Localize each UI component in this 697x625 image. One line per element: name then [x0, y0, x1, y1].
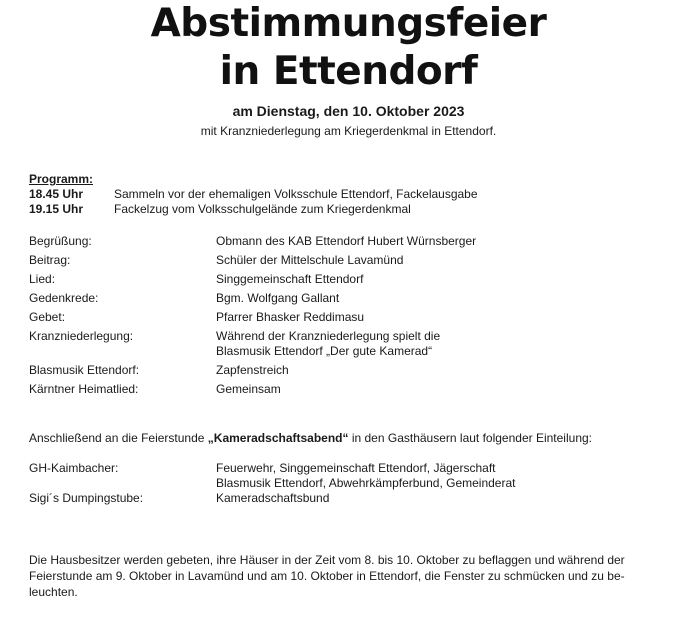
program-value: Gemeinsam — [216, 382, 281, 396]
schedule-text: Sammeln vor der ehemaligen Volksschule Ettendorf, Fackelausgabe — [114, 187, 478, 201]
closing-line: Die Hausbesitzer werden gebeten, ihre Häuser in der Zeit vom 8. bis 10. Oktober zu beflaggen und während der — [29, 553, 625, 567]
program-label: Gedenkrede: — [29, 291, 99, 305]
venue-label: GH-Kaimbacher: — [29, 461, 119, 475]
event-subtitle: mit Kranzniederlegung am Kriegerdenkmal in Ettendorf. — [200, 124, 497, 138]
program-value: Singgemeinschaft Ettendorf — [216, 272, 364, 286]
kamerad-prefix: Anschließend an die Feierstunde — [29, 431, 208, 445]
kamerad-highlight: „Kameradschaftsabend“ — [207, 431, 349, 445]
program-value: Zapfenstreich — [216, 363, 289, 377]
closing-line: leuchten. — [29, 585, 78, 599]
programm-heading: Programm: — [29, 172, 94, 186]
venue-value: Kameradschaftsbund — [216, 491, 330, 505]
program-label: Lied: — [29, 272, 56, 286]
program-label: Begrüßung: — [29, 234, 92, 248]
venue-value: Feuerwehr, Singgemeinschaft Ettendorf, Jägerschaft — [216, 461, 496, 475]
program-value: Pfarrer Bhasker Reddimasu — [216, 310, 365, 324]
program-label: Kärntner Heimatlied: — [29, 382, 139, 396]
closing-line: Feierstunde am 9. Oktober in Lavamünd und am 10. Oktober in Ettendorf, die Fenster zu schmücken und zu be- — [29, 569, 625, 583]
venue-value-continued: Blasmusik Ettendorf, Abwehrkämpferbund, Gemeinderat — [216, 476, 516, 490]
event-date: am Dienstag, den 10. Oktober 2023 — [232, 103, 465, 119]
kamerad-suffix: in den Gasthäusern laut folgender Einteilung: — [348, 431, 592, 445]
program-label: Beitrag: — [29, 253, 71, 267]
program-value: Obmann des KAB Ettendorf Hubert Würnsberger — [216, 234, 477, 248]
schedule-time: 19.15 Uhr — [29, 202, 84, 216]
program-value: Bgm. Wolfgang Gallant — [216, 291, 340, 305]
program-label: Blasmusik Ettendorf: — [29, 363, 140, 377]
closing-paragraph — [29, 552, 674, 600]
schedule-text: Fackelzug vom Volksschulgelände zum Kriegerdenkmal — [114, 202, 411, 216]
program-label: Gebet: — [29, 310, 66, 324]
program-value: Während der Kranzniederlegung spielt die — [216, 329, 441, 343]
venue-label: Sigi´s Dumpingstube: — [29, 491, 144, 505]
title-line-2: in Ettendorf — [219, 49, 478, 94]
kameradschaftsabend-line — [29, 431, 592, 446]
program-value-continued: Blasmusik Ettendorf „Der gute Kamerad“ — [216, 344, 433, 358]
program-label: Kranzniederlegung: — [29, 329, 134, 343]
title-line-1: Abstimmungsfeier — [150, 1, 547, 46]
schedule-time: 18.45 Uhr — [29, 187, 84, 201]
program-value: Schüler der Mittelschule Lavamünd — [216, 253, 404, 267]
